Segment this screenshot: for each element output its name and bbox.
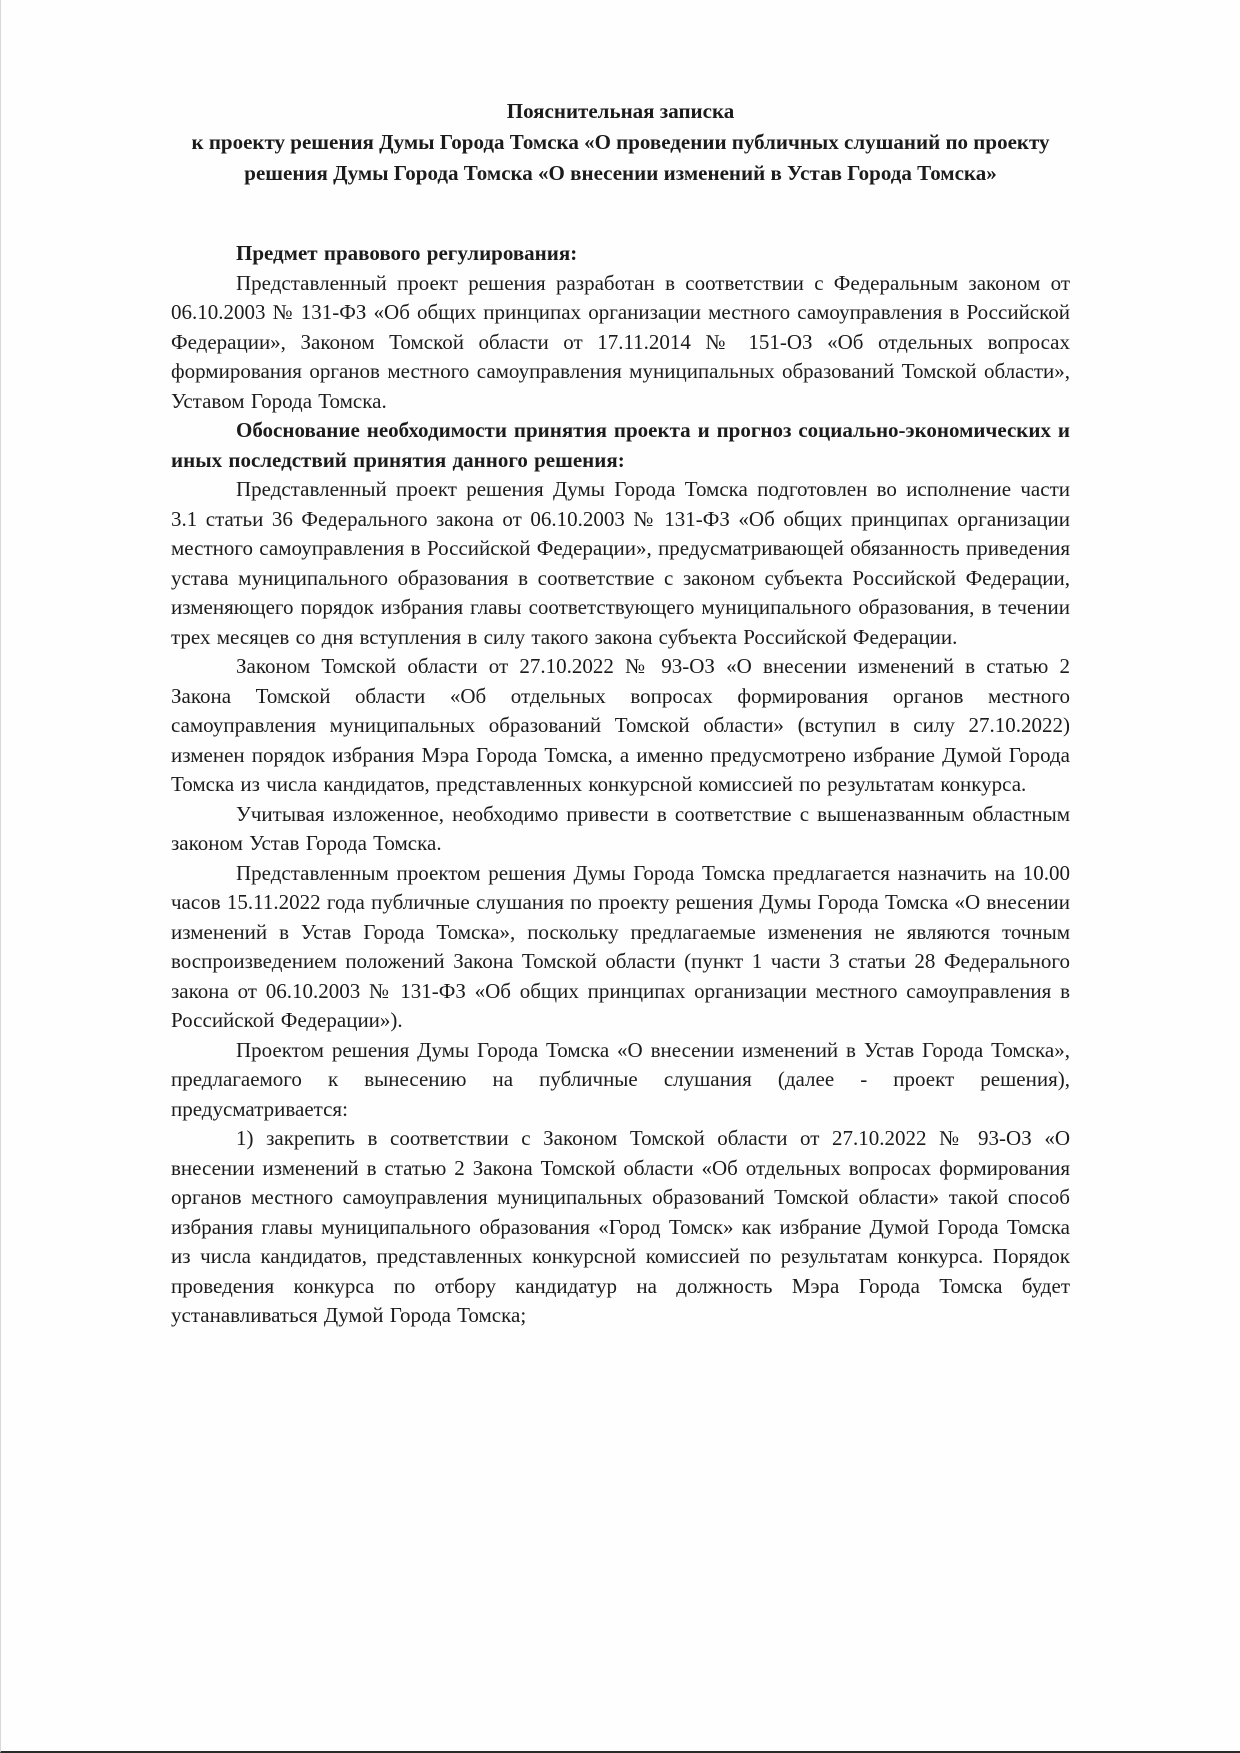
paragraph-legal-basis: Представленный проект решения разработан в соответствии с Федеральным законом от 06.10.2003 № 131-ФЗ «Об общих принципах организации местного самоуправления в Российской Федерации», Законом Томской области от 17.11.2014 № 151-ОЗ «Об отдельных вопросах формирования органов местного самоуправления муниципальных образований Томской области», Уставом Города Томска.: [171, 270, 1070, 413]
document-title-block: [171, 96, 1070, 189]
paragraph-item-1-mayor-election-procedure: 1) закрепить в соответствии с Законом Томской области от 27.10.2022 № 93-ОЗ «О внесении изменений в статью 2 Закона Томской области «Об отдельных вопросах формирования органов местного самоуправления муниципальных образований Томской области» такой способ избрания главы муниципального образования «Город Томск» как избрание Думой Города Томска из числа кандидатов, представленных конкурсной комиссией по результатам конкурса. Порядок проведения конкурса по отбору кандидатур на должность Мэра Города Томска будет устанавливаться Думой Города Томска;: [171, 1126, 1070, 1327]
document-title: Пояснительная записка: [506, 99, 735, 123]
section-heading-subject-of-regulation: Предмет правового регулирования:: [236, 241, 578, 265]
paragraph-draft-decision-intro: Проектом решения Думы Города Томска «О внесении изменений в Устав Города Томска», предлагаемого к вынесению на публичные слушания (далее - проект решения), предусматривается:: [171, 1037, 1070, 1121]
paragraph-regional-law-change: Законом Томской области от 27.10.2022 № 93-ОЗ «О внесении изменений в статью 2 Закона Томской области «Об отдельных вопросах формирования органов местного самоуправления муниципальных образований Томской области» (вступил в силу 27.10.2022) изменен порядок избрания Мэра Города Томска, а именно предусмотрено избрание Думой Города Томска из числа кандидатов, представленных конкурсной комиссией по результатам конкурса.: [171, 654, 1070, 796]
section-heading-justification: Обоснование необходимости принятия проекта и прогноз социально-экономических и иных последствий принятия данного решения:: [171, 418, 1070, 472]
paragraph-federal-law-requirement: Представленный проект решения Думы Города Томска подготовлен во исполнение части 3.1 статьи 36 Федерального закона от 06.10.2003 № 131-ФЗ «Об общих принципах организации местного самоуправления в Российской Федерации», предусматривающей обязанность приведения устава муниципального образования в соответствие с законом субъекта Российской Федерации, изменяющего порядок избрания главы соответствующего муниципального образования, в течении трех месяцев со дня вступления в силу такого закона субъекта Российской Федерации.: [171, 477, 1070, 649]
document-subtitle: к проекту решения Думы Города Томска «О проведении публичных слушаний по проекту решения Думы Города Томска «О внесении изменений в Устав Города Томска»: [191, 130, 1050, 185]
paragraph-public-hearings-schedule: Представленным проектом решения Думы Города Томска предлагается назначить на 10.00 часов 15.11.2022 года публичные слушания по проекту решения Думы Города Томска «О внесении изменений в Устав Города Томска», поскольку предлагаемые изменения не являются точным воспроизведением положений Закона Томской области (пункт 1 части 3 статьи 28 Федерального закона от 06.10.2003 № 131-ФЗ «Об общих принципах организации местного самоуправления в Российской Федерации»).: [171, 860, 1070, 1032]
paragraph-conclusion-need-alignment: Учитывая изложенное, необходимо привести в соответствие с вышеназванным областным законом Устав Города Томска.: [171, 801, 1070, 855]
